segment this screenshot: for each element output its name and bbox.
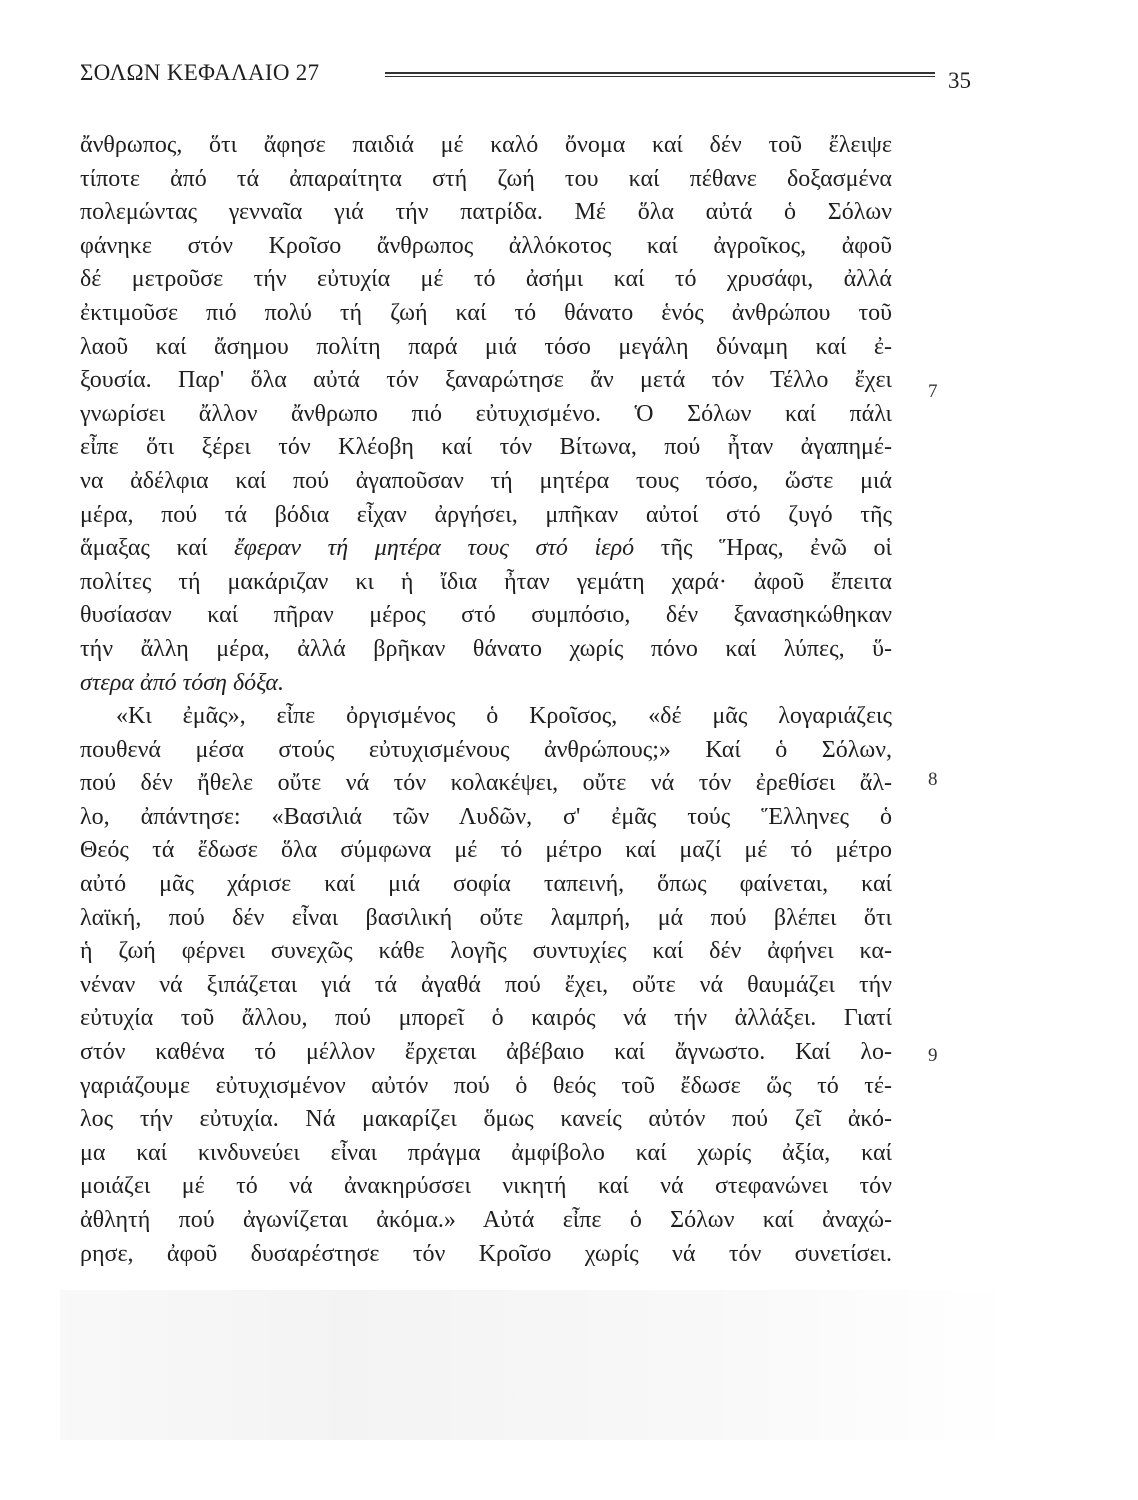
text-line: γνωρίσει ἄλλον ἄνθρωπο πιό εὐτυχισμένο. Ὁ Σόλων καί πάλι [80, 400, 892, 427]
text-line: μα καί κινδυνεύει εἶναι πράγμα ἀμφίβολο καί χωρίς ἀξία, καί [80, 1139, 892, 1166]
reverse-side-bleedthrough [60, 1290, 1020, 1440]
text-line: να ἀδέλφια καί πού ἀγαποῦσαν τή μητέρα τους τόσο, ὥστε μιά [80, 467, 892, 494]
text-line: Θεός τά ἔδωσε ὅλα σύμφωνα μέ τό μέτρο καί μαζί μέ τό μέτρο [80, 837, 892, 864]
text-line: πουθενά μέσα στούς εὐτυχισμένους ἀνθρώπους;» Καί ὁ Σόλων, [80, 736, 892, 763]
text-line: τίποτε ἀπό τά ἀπαραίτητα στή ζωή του καί πέθανε δοξασμένα [80, 165, 892, 192]
text-line: δέ μετροῦσε τήν εὐτυχία μέ τό ἀσήμι καί τό χρυσάφι, ἀλλά [80, 266, 892, 293]
margin-section-number: 8 [928, 769, 938, 790]
running-header [80, 60, 971, 94]
header-double-rule [385, 72, 935, 77]
paragraph-first-line: «Κι ἐμᾶς», εἶπε ὀργισμένος ὁ Κροῖσος, «δέ μᾶς λογαριάζεις [116, 703, 892, 730]
text-line: λο, ἀπάντησε: «Βασιλιά τῶν Λυδῶν, σ' ἐμᾶς τούς Ἕλληνες ὁ [80, 803, 892, 830]
text-line: ξουσία. Παρ' ὅλα αὐτά τόν ξαναρώτησε ἄν μετά τόν Τέλλο ἔχει [80, 367, 892, 394]
text-line: γαριάζουμε εὐτυχισμένον αὐτόν πού ὁ θεός τοῦ ἔδωσε ὥς τό τέ- [80, 1072, 892, 1099]
text-line: πολίτες τή μακάριζαν κι ἡ ἴδια ἦταν γεμάτη χαρά· ἀφοῦ ἔπειτα [80, 568, 892, 595]
margin-section-number: 9 [928, 1045, 938, 1066]
text-line: ἐκτιμοῦσε πιό πολύ τή ζωή καί τό θάνατο ἑνός ἀνθρώπου τοῦ [80, 299, 892, 326]
text-line: θυσίασαν καί πῆραν μέρος στό συμπόσιο, δέν ξανασηκώθηκαν [80, 602, 892, 629]
running-header-title: ΣΟΛΩΝ ΚΕΦΑΛΑΙΟ 27 [80, 60, 320, 85]
text-line-with-emphasis [80, 532, 892, 566]
text-line: ἄνθρωπος, ὅτι ἄφησε παιδιά μέ καλό ὄνομα καί δέν τοῦ ἔλειψε [80, 132, 892, 158]
text-segment: τῆς Ἥρας, ἐνῶ οἱ [634, 535, 892, 562]
text-line: αὐτό μᾶς χάρισε καί μιά σοφία ταπεινή, ὅπως φαίνεται, καί [80, 871, 892, 898]
page-number: 35 [948, 68, 971, 93]
text-line: πολεμώντας γενναῖα γιά τήν πατρίδα. Μέ ὅλα αὐτά ὁ Σόλων [80, 199, 892, 226]
text-line: λος τήν εὐτυχία. Νά μακαρίζει ὅμως κανείς αὐτόν πού ζεῖ ἀκό- [80, 1106, 892, 1133]
text-segment: ἅμαξας καί [80, 535, 235, 562]
margin-section-number: 7 [928, 381, 938, 402]
text-line: στόν καθένα τό μέλλον ἔρχεται ἀβέβαιο καί ἄγνωστο. Καί λο- [80, 1039, 892, 1066]
text-line: εἶπε ὅτι ξέρει τόν Κλέοβη καί τόν Βίτωνα, πού ἦταν ἀγαπημέ- [80, 434, 892, 461]
text-line: ἡ ζωή φέρνει συνεχῶς κάθε λογῆς συντυχίες καί δέν ἀφήνει κα- [80, 938, 892, 965]
text-line: λαϊκή, πού δέν εἶναι βασιλική οὔτε λαμπρή, μά πού βλέπει ὅτι [80, 904, 892, 931]
text-line: ρησε, ἀφοῦ δυσαρέστησε τόν Κροῖσο χωρίς νά τόν συνετίσει. [80, 1240, 892, 1267]
text-line: μέρα, πού τά βόδια εἶχαν ἀργήσει, μπῆκαν αὐτοί στό ζυγό τῆς [80, 501, 892, 528]
text-line: φάνηκε στόν Κροῖσο ἄνθρωπος ἀλλόκοτος καί ἀγροῖκος, ἀφοῦ [80, 232, 892, 259]
text-line: τήν ἄλλη μέρα, ἀλλά βρῆκαν θάνατο χωρίς πόνο καί λύπες, ὕ- [80, 635, 892, 662]
text-line-emphasized: στερα ἀπό τόση δόξα. [80, 669, 284, 696]
text-line: εὐτυχία τοῦ ἄλλου, πού μπορεῖ ὁ καιρός νά τήν ἀλλάξει. Γιατί [80, 1005, 892, 1032]
text-line: πού δέν ἤθελε οὔτε νά τόν κολακέψει, οὔτε νά τόν ἐρεθίσει ἄλ- [80, 770, 892, 797]
body-text [80, 129, 892, 1271]
text-line: νέναν νά ξιπάζεται γιά τά ἀγαθά πού ἔχει, οὔτε νά θαυμάζει τήν [80, 971, 892, 998]
text-line: μοιάζει μέ τό νά ἀνακηρύσσει νικητή καί νά στεφανώνει τόν [80, 1173, 892, 1200]
emphasized-quote: ἔφεραν τή μητέρα τους στό ἱερό [234, 535, 635, 562]
text-line: λαοῦ καί ἄσημου πολίτη παρά μιά τόσο μεγάλη δύναμη καί ἐ- [80, 333, 892, 360]
text-line: ἀθλητή πού ἀγωνίζεται ἀκόμα.» Αὐτά εἶπε ὁ Σόλων καί ἀναχώ- [80, 1207, 892, 1233]
